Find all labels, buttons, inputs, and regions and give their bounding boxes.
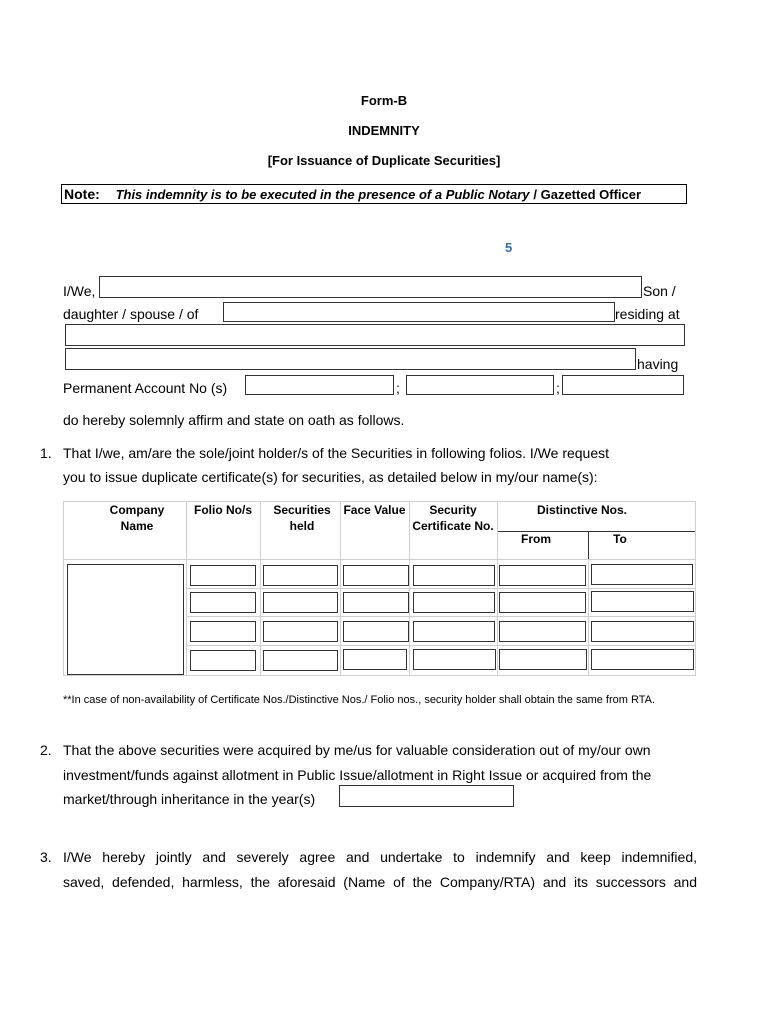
note-text-tail: / Gazetted Officer [533, 187, 642, 202]
header-to: To [613, 532, 627, 546]
address-line2-input[interactable] [65, 348, 636, 370]
face-value-input[interactable] [343, 565, 409, 586]
residing-label: residing at [615, 306, 680, 322]
securities-held-input[interactable] [263, 565, 338, 586]
header-from: From [521, 532, 551, 546]
parent-name-input[interactable] [223, 302, 615, 322]
securities-held-input[interactable] [263, 592, 338, 613]
securities-held-input[interactable] [263, 650, 338, 671]
folio-input[interactable] [190, 650, 256, 671]
pan-label: Permanent Account No (s) [63, 380, 228, 396]
certificate-no-input[interactable] [413, 592, 495, 613]
certificate-no-input[interactable] [413, 649, 496, 670]
distinctive-from-input[interactable] [499, 592, 586, 613]
face-value-input[interactable] [343, 592, 409, 613]
face-value-input[interactable] [343, 649, 407, 670]
pan3-input[interactable] [562, 375, 684, 395]
affirm-text: do hereby solemnly affirm and state on oath as follows. [63, 412, 405, 428]
item2-line1: That the above securities were acquired by me/us for valuable consideration out of my/our own [63, 742, 651, 758]
item1-number: 1. [40, 445, 52, 461]
item1-line2: you to issue duplicate certificate(s) for securities, as detailed below in my/our name(s): [63, 469, 598, 485]
footnote: **In case of non-availability of Certificate Nos./Distinctive Nos./ Folio nos., security holder shall obtain the same from RTA. [63, 694, 656, 706]
distinctive-to-input[interactable] [591, 564, 693, 585]
folio-input[interactable] [190, 565, 256, 586]
header-certificate-no: Security Certificate No. [412, 503, 494, 533]
header-folio: Folio No/s [194, 503, 252, 517]
pan-sep2: ; [556, 380, 560, 396]
pan2-input[interactable] [406, 375, 554, 395]
distinctive-to-input[interactable] [591, 649, 694, 670]
address-line1-input[interactable] [65, 324, 685, 346]
name-input[interactable] [99, 276, 642, 298]
certificate-no-input[interactable] [413, 621, 495, 642]
pan1-input[interactable] [245, 375, 394, 395]
form-label: Form-B [360, 93, 408, 108]
certificate-no-input[interactable] [413, 565, 495, 586]
distinctive-from-input[interactable] [499, 649, 587, 670]
note-text: This indemnity is to be executed in the presence of a Public Notary [115, 187, 530, 202]
note-label: Note: [64, 186, 100, 202]
distinctive-to-input[interactable] [591, 621, 694, 642]
item3-number: 3. [40, 849, 52, 865]
distinctive-from-input[interactable] [499, 621, 586, 642]
item3-line1: I/We hereby jointly and severely agree and undertake to indemnify and keep indemnified, [63, 849, 697, 865]
item1-line1: That I/we, am/are the sole/joint holder/s of the Securities in following folios. I/We request [63, 445, 610, 461]
header-face-value: Face Value [343, 503, 406, 517]
item2-number: 2. [40, 742, 52, 758]
relation-label: daughter / spouse / of [63, 306, 199, 322]
page-title: INDEMNITY [348, 123, 420, 138]
year-input[interactable] [339, 785, 514, 807]
iwe-label: I/We, [63, 283, 96, 299]
son-label: Son / [643, 283, 676, 299]
distinctive-to-input[interactable] [591, 591, 694, 612]
distinctive-from-input[interactable] [499, 565, 586, 586]
header-company-name: Company Name [109, 503, 165, 533]
header-distinctive-nos: Distinctive Nos. [536, 503, 628, 517]
header-securities-held: Securities held [273, 503, 331, 533]
having-label: having [637, 356, 679, 372]
page-subtitle: [For Issuance of Duplicate Securities] [267, 153, 501, 168]
note-line [64, 186, 641, 202]
folio-input[interactable] [190, 621, 256, 642]
face-value-input[interactable] [343, 621, 409, 642]
item2-line3: market/through inheritance in the year(s) [63, 791, 316, 807]
pan-sep1: ; [396, 380, 400, 396]
securities-held-input[interactable] [263, 621, 338, 642]
item3-line2: saved, defended, harmless, the aforesaid (Name of the Company/RTA) and its successors and [63, 874, 697, 890]
page-marker: 5 [505, 240, 513, 255]
folio-input[interactable] [190, 592, 256, 613]
item2-line2: investment/funds against allotment in Public Issue/allotment in Right Issue or acquired from the [63, 767, 652, 783]
company-name-input[interactable] [67, 564, 184, 675]
